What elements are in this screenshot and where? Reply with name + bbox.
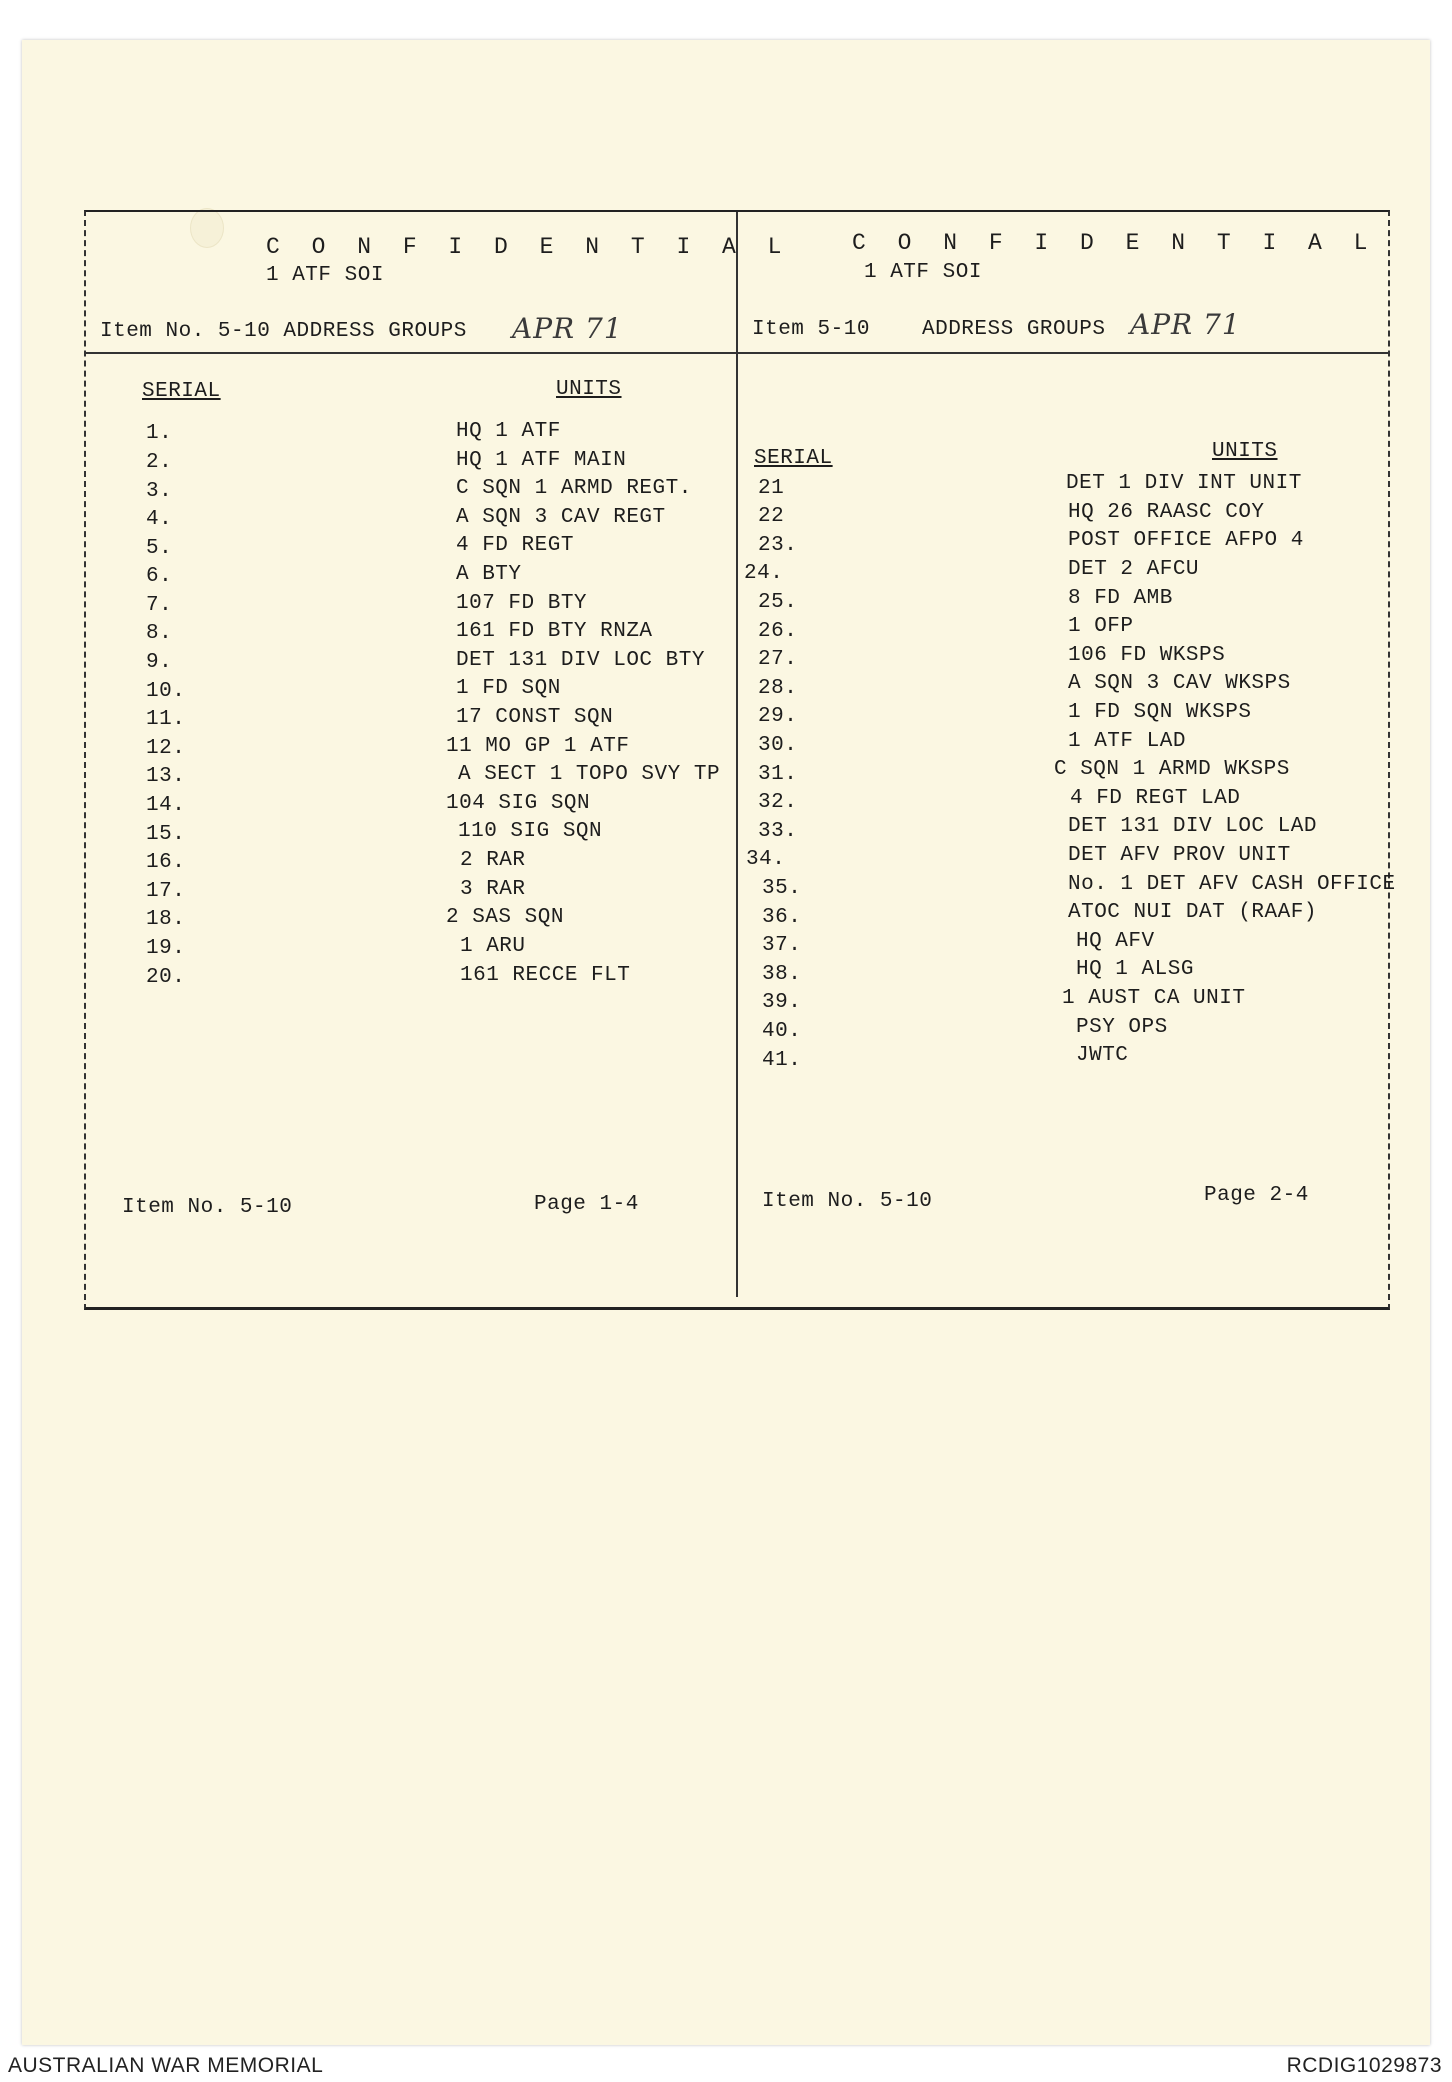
right-serial: 35. [762, 877, 802, 900]
right-unit: HQ 26 RAASC COY [1068, 501, 1265, 524]
left-unit: 2 SAS SQN [446, 906, 564, 929]
right-unit: C SQN 1 ARMD WKSPS [1054, 758, 1290, 781]
left-unit: 161 RECCE FLT [460, 964, 631, 987]
left-serial: 2. [146, 451, 173, 474]
right-unit: 4 FD REGT LAD [1070, 787, 1241, 810]
left-serial: 9. [146, 651, 173, 674]
left-serial: 13. [146, 765, 186, 788]
left-handwritten-date: APR 71 [512, 312, 623, 345]
right-unit: DET 1 DIV INT UNIT [1066, 472, 1302, 495]
left-footer-page: Page 1-4 [534, 1193, 639, 1216]
right-serial: 26. [758, 620, 798, 643]
left-serial: 10. [146, 680, 186, 703]
left-unit: 1 FD SQN [456, 677, 561, 700]
right-serial-header: SERIAL [754, 447, 833, 470]
left-unit: A SQN 3 CAV REGT [456, 506, 666, 529]
right-serial: 31. [758, 763, 798, 786]
left-unit: 3 RAR [460, 878, 526, 901]
right-serial: 40. [762, 1020, 802, 1043]
right-serial: 30. [758, 734, 798, 757]
right-unit: HQ 1 ALSG [1076, 958, 1194, 981]
right-unit: DET AFV PROV UNIT [1068, 844, 1291, 867]
right-unit: 106 FD WKSPS [1068, 644, 1226, 667]
left-footer-item: Item No. 5-10 [122, 1196, 293, 1219]
right-serial: 25. [758, 591, 798, 614]
right-footer-page: Page 2-4 [1204, 1184, 1309, 1207]
right-footer-item: Item No. 5-10 [762, 1190, 933, 1213]
right-unit: 1 AUST CA UNIT [1062, 987, 1246, 1010]
left-serial: 5. [146, 537, 173, 560]
right-unit: 1 OFP [1068, 615, 1134, 638]
left-item-address-groups: Item No. 5-10 ADDRESS GROUPS [100, 320, 467, 343]
right-units-header: UNITS [1212, 440, 1278, 463]
right-unit: JWTC [1076, 1044, 1129, 1067]
left-serial-header: SERIAL [142, 380, 221, 403]
left-classification: C O N F I D E N T I A L [266, 234, 791, 260]
right-unit: DET 2 AFCU [1068, 558, 1200, 581]
right-address-groups: ADDRESS GROUPS [922, 318, 1106, 341]
right-serial: 28. [758, 677, 798, 700]
right-serial: 37. [762, 934, 802, 957]
left-serial: 18. [146, 908, 186, 931]
right-serial: 33. [758, 820, 798, 843]
left-serial: 14. [146, 794, 186, 817]
left-serial: 15. [146, 823, 186, 846]
left-serial: 7. [146, 594, 173, 617]
right-serial: 41. [762, 1049, 802, 1072]
right-unit: POST OFFICE AFPO 4 [1068, 529, 1304, 552]
right-serial: 22 [758, 505, 785, 528]
left-unit: 107 FD BTY [456, 592, 588, 615]
right-serial: 38. [762, 963, 802, 986]
left-unit: A SECT 1 TOPO SVY TP [458, 763, 721, 786]
left-unit: C SQN 1 ARMD REGT. [456, 477, 692, 500]
left-unit: A BTY [456, 563, 522, 586]
right-unit: No. 1 DET AFV CASH OFFICE [1068, 873, 1396, 896]
left-serial: 4. [146, 508, 173, 531]
left-unit: 17 CONST SQN [456, 706, 614, 729]
right-handwritten-date: APR 71 [1130, 308, 1241, 341]
right-unit: A SQN 3 CAV WKSPS [1068, 672, 1291, 695]
left-units-header: UNITS [556, 378, 622, 401]
right-serial: 34. [746, 848, 786, 871]
right-soi-title: 1 ATF SOI [864, 261, 982, 284]
left-unit: HQ 1 ATF [456, 420, 561, 443]
left-serial: 8. [146, 622, 173, 645]
left-serial: 11. [146, 708, 186, 731]
left-serial: 3. [146, 480, 173, 503]
right-item-number: Item 5-10 [752, 318, 870, 341]
right-unit: HQ AFV [1076, 930, 1155, 953]
right-serial: 23. [758, 534, 798, 557]
left-serial: 19. [146, 937, 186, 960]
left-unit: 4 FD REGT [456, 534, 574, 557]
right-serial: 24. [744, 562, 784, 585]
left-unit: DET 131 DIV LOC BTY [456, 649, 705, 672]
column-divider [736, 212, 738, 1297]
left-serial: 17. [146, 880, 186, 903]
right-unit: 8 FD AMB [1068, 587, 1173, 610]
left-unit: 110 SIG SQN [458, 820, 603, 843]
left-unit: 104 SIG SQN [446, 792, 591, 815]
left-serial: 1. [146, 422, 173, 445]
right-classification: C O N F I D E N T I A L [852, 230, 1377, 256]
left-unit: HQ 1 ATF MAIN [456, 449, 627, 472]
header-divider [86, 352, 1388, 354]
right-unit: 1 FD SQN WKSPS [1068, 701, 1252, 724]
left-unit: 2 RAR [460, 849, 526, 872]
image-reference-id: RCDIG1029873 [1286, 2054, 1442, 2077]
right-serial: 32. [758, 791, 798, 814]
right-unit: PSY OPS [1076, 1016, 1168, 1039]
right-serial: 39. [762, 991, 802, 1014]
archive-caption: AUSTRALIAN WAR MEMORIAL [8, 2054, 324, 2077]
right-serial: 27. [758, 648, 798, 671]
left-serial: 6. [146, 565, 173, 588]
right-unit: DET 131 DIV LOC LAD [1068, 815, 1317, 838]
right-unit: 1 ATF LAD [1068, 730, 1186, 753]
right-serial: 21 [758, 477, 785, 500]
right-unit: ATOC NUI DAT (RAAF) [1068, 901, 1317, 924]
left-unit: 161 FD BTY RNZA [456, 620, 653, 643]
left-soi-title: 1 ATF SOI [266, 264, 384, 287]
left-unit: 1 ARU [460, 935, 526, 958]
right-serial: 36. [762, 906, 802, 929]
right-serial: 29. [758, 705, 798, 728]
left-serial: 16. [146, 851, 186, 874]
left-serial: 20. [146, 966, 186, 989]
left-unit: 11 MO GP 1 ATF [446, 735, 630, 758]
left-serial: 12. [146, 737, 186, 760]
